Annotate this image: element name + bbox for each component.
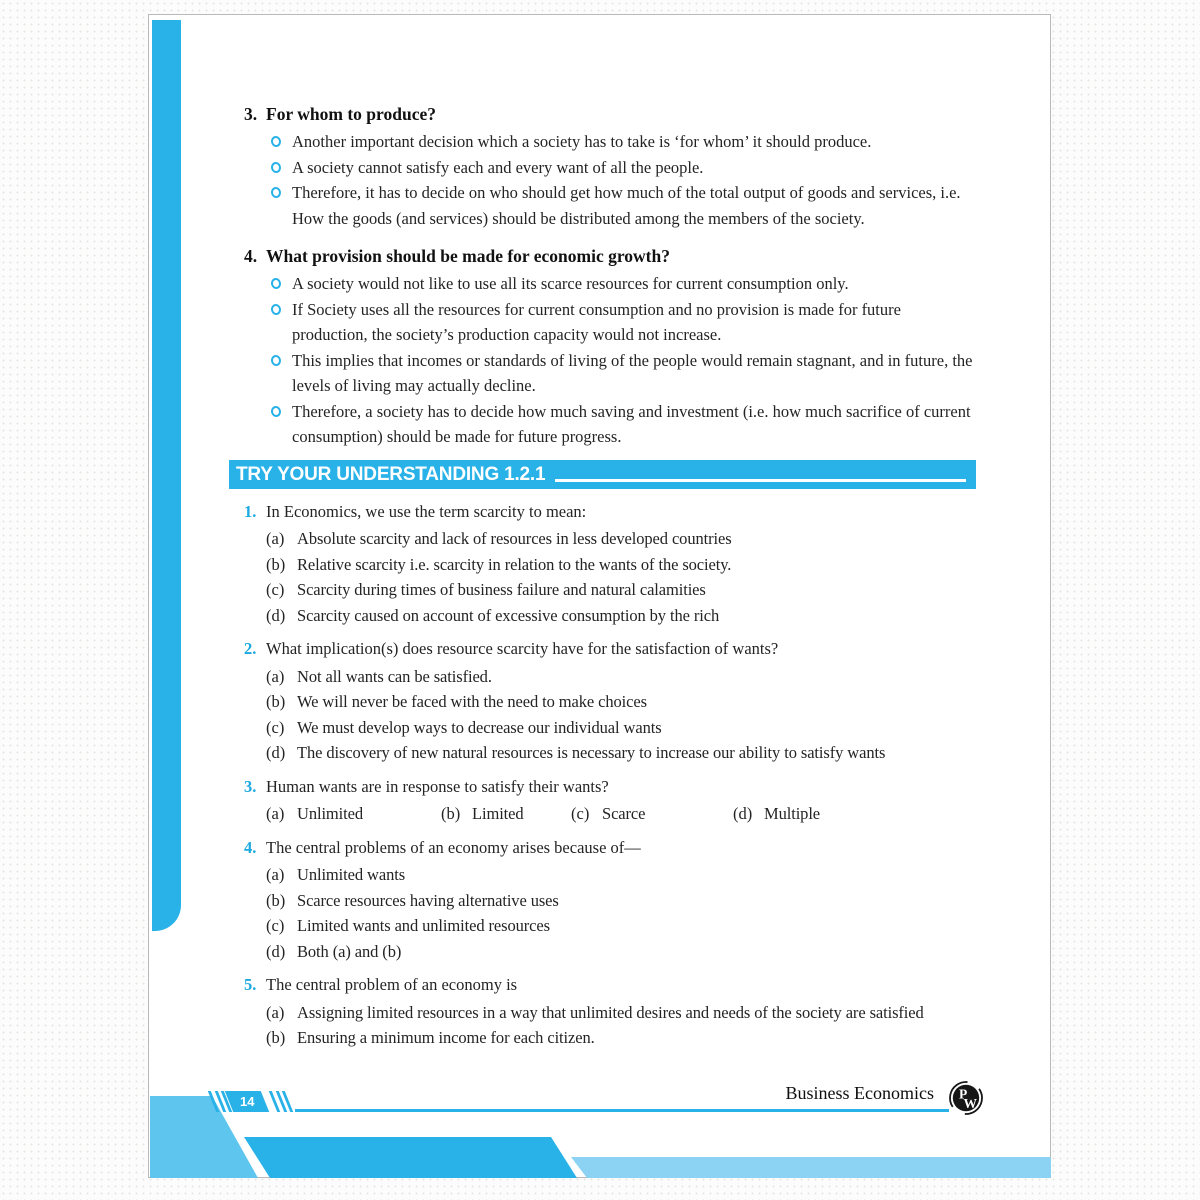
circle-bullet-icon bbox=[270, 161, 282, 174]
option-text: Both (a) and (b) bbox=[297, 941, 402, 961]
section-heading-row bbox=[244, 243, 977, 269]
options-list bbox=[266, 862, 977, 964]
option-label: (c) bbox=[571, 804, 590, 823]
option-label: (c) bbox=[266, 580, 285, 599]
bullet-text: This implies that incomes or standards of living of the people would remain stagnant, and in future, the levels of living may actually decline. bbox=[292, 350, 973, 395]
banner-rule-line bbox=[555, 479, 966, 482]
answer-option bbox=[266, 526, 977, 552]
section-heading: What provision should be made for economic growth? bbox=[266, 246, 670, 266]
section-heading: For whom to produce? bbox=[266, 104, 436, 124]
question-number: 3. bbox=[244, 776, 257, 796]
bullet-text: Therefore, a society has to decide how much saving and investment (i.e. how much sacrifice of current consumption) should be made for future progress. bbox=[292, 401, 971, 446]
bullet-item bbox=[244, 155, 977, 181]
circle-bullet-icon bbox=[270, 303, 282, 316]
footer-rule-line bbox=[295, 1109, 949, 1112]
question bbox=[244, 972, 977, 1051]
answer-option bbox=[266, 552, 977, 578]
section-number: 3. bbox=[244, 104, 258, 124]
bullet-item bbox=[244, 399, 977, 450]
option-label: (b) bbox=[266, 692, 286, 711]
answer-option bbox=[441, 801, 571, 827]
option-label: (d) bbox=[266, 941, 286, 961]
bullet-item bbox=[244, 297, 977, 348]
option-text: Scarcity during times of business failure and natural calamities bbox=[297, 580, 706, 599]
bullet-text: Therefore, it has to decide on who should get how much of the total output of goods and services, i.e. How the goods (and services) should be distributed among the members of the society. bbox=[292, 183, 961, 228]
bullet-text: If Society uses all the resources for current consumption and no provision is made for future production, the society’s production capacity would not increase. bbox=[292, 299, 901, 344]
question-number: 5. bbox=[244, 975, 257, 994]
section-number: 4. bbox=[244, 246, 258, 266]
option-label: (b) bbox=[266, 554, 286, 574]
bullet-text: Another important decision which a society has to take is ‘for whom’ it should produce. bbox=[292, 132, 872, 151]
answer-option bbox=[266, 603, 977, 629]
questions-container bbox=[244, 499, 977, 1051]
option-label: (d) bbox=[266, 605, 286, 625]
banner-title: TRY YOUR UNDERSTANDING 1.2.1 bbox=[236, 463, 546, 485]
bullet-text: A society would not like to use all its scarce resources for current consumption only. bbox=[292, 274, 849, 293]
option-text: Scarce bbox=[602, 804, 646, 823]
footer-dark-parallelogram bbox=[244, 1137, 580, 1178]
bullet-list bbox=[244, 271, 977, 450]
page-number-badge bbox=[225, 1091, 269, 1112]
pw-logo-letter-p: P bbox=[959, 1086, 968, 1102]
sections-container bbox=[244, 101, 977, 450]
option-text: Scarce resources having alternative uses bbox=[297, 890, 559, 910]
left-accent-bar bbox=[152, 20, 181, 931]
question bbox=[244, 835, 977, 965]
option-label: (a) bbox=[266, 666, 285, 686]
option-text: We must develop ways to decrease our individual wants bbox=[297, 717, 662, 737]
question-body bbox=[266, 499, 977, 629]
answer-option bbox=[266, 801, 441, 827]
option-label: (a) bbox=[266, 1002, 285, 1022]
answer-option bbox=[266, 913, 977, 939]
question-text: Human wants are in response to satisfy their wants? bbox=[266, 776, 609, 796]
pw-logo-letter-w: W bbox=[963, 1096, 977, 1111]
option-text: Assigning limited resources in a way that unlimited desires and needs of the society are satisfied bbox=[297, 1002, 924, 1022]
bullet-item bbox=[244, 129, 977, 155]
question-body bbox=[266, 972, 977, 1051]
question-number: 4. bbox=[244, 837, 257, 857]
pw-logo bbox=[947, 1079, 985, 1117]
answer-option bbox=[266, 689, 977, 715]
answer-option bbox=[266, 740, 977, 766]
circle-bullet-icon bbox=[270, 186, 282, 199]
numbered-section bbox=[244, 243, 977, 450]
question-body bbox=[266, 774, 977, 827]
bullet-item bbox=[244, 180, 977, 231]
question-text: The central problems of an economy arises because of— bbox=[266, 837, 641, 857]
option-label: (a) bbox=[266, 529, 285, 548]
options-list bbox=[266, 1000, 977, 1051]
question-number: 1. bbox=[244, 501, 257, 521]
circle-bullet-icon bbox=[270, 277, 282, 290]
option-label: (c) bbox=[266, 717, 285, 737]
question bbox=[244, 774, 977, 827]
section-heading-row bbox=[244, 101, 977, 127]
answer-option bbox=[733, 801, 977, 827]
circle-bullet-icon bbox=[270, 354, 282, 367]
option-text: Absolute scarcity and lack of resources in less developed countries bbox=[297, 529, 732, 548]
option-text: Multiple bbox=[764, 804, 821, 823]
hatch-stripes-right bbox=[273, 1091, 293, 1112]
page-content bbox=[236, 101, 977, 1051]
option-label: (b) bbox=[266, 1028, 286, 1047]
question bbox=[244, 499, 977, 629]
option-text: Limited bbox=[472, 804, 524, 823]
answer-option bbox=[266, 664, 977, 690]
answer-option bbox=[266, 888, 977, 914]
option-label: (c) bbox=[266, 916, 285, 935]
answer-option bbox=[266, 1000, 977, 1026]
footer-light-bar bbox=[567, 1157, 1051, 1178]
answer-option bbox=[266, 939, 977, 965]
option-text: Limited wants and unlimited resources bbox=[297, 916, 550, 935]
option-text: Ensuring a minimum income for each citizen. bbox=[297, 1028, 595, 1047]
options-list bbox=[266, 801, 977, 827]
bullet-item bbox=[244, 348, 977, 399]
option-label: (d) bbox=[733, 804, 753, 823]
answer-option bbox=[266, 862, 977, 888]
question-number: 2. bbox=[244, 639, 257, 658]
bullet-item bbox=[244, 271, 977, 297]
option-label: (a) bbox=[266, 865, 285, 884]
question-text: In Economics, we use the term scarcity to mean: bbox=[266, 501, 587, 521]
book-page bbox=[148, 14, 1051, 1178]
circle-bullet-icon bbox=[270, 135, 282, 148]
footer-book-title: Business Economics bbox=[785, 1083, 934, 1103]
option-text: Unlimited wants bbox=[297, 865, 406, 884]
option-text: The discovery of new natural resources is necessary to increase our ability to satisfy wants bbox=[297, 743, 886, 762]
page-number: 14 bbox=[239, 1094, 255, 1109]
question-text: The central problem of an economy is bbox=[266, 975, 518, 994]
question-body bbox=[266, 835, 977, 965]
answer-option bbox=[571, 801, 733, 827]
circle-bullet-icon bbox=[270, 405, 282, 418]
option-label: (d) bbox=[266, 743, 286, 762]
question-text: What implication(s) does resource scarcity have for the satisfaction of wants? bbox=[266, 639, 779, 658]
numbered-section bbox=[244, 101, 977, 231]
option-label: (b) bbox=[266, 890, 286, 910]
option-label: (b) bbox=[441, 804, 461, 823]
options-list bbox=[266, 526, 977, 628]
option-text: We will never be faced with the need to make choices bbox=[297, 692, 647, 711]
bullet-text: A society cannot satisfy each and every want of all the people. bbox=[292, 157, 704, 177]
option-text: Not all wants can be satisfied. bbox=[297, 666, 492, 686]
bullet-list bbox=[244, 129, 977, 231]
option-text: Relative scarcity i.e. scarcity in relation to the wants of the society. bbox=[297, 554, 732, 574]
question bbox=[244, 636, 977, 766]
question-body bbox=[266, 636, 977, 766]
try-your-understanding-banner bbox=[229, 460, 976, 489]
option-label: (a) bbox=[266, 804, 285, 823]
option-text: Scarcity caused on account of excessive consumption by the rich bbox=[297, 605, 720, 625]
option-text: Unlimited bbox=[297, 804, 364, 823]
options-list bbox=[266, 664, 977, 766]
answer-option bbox=[266, 715, 977, 741]
answer-option bbox=[266, 1025, 977, 1051]
answer-option bbox=[266, 577, 977, 603]
